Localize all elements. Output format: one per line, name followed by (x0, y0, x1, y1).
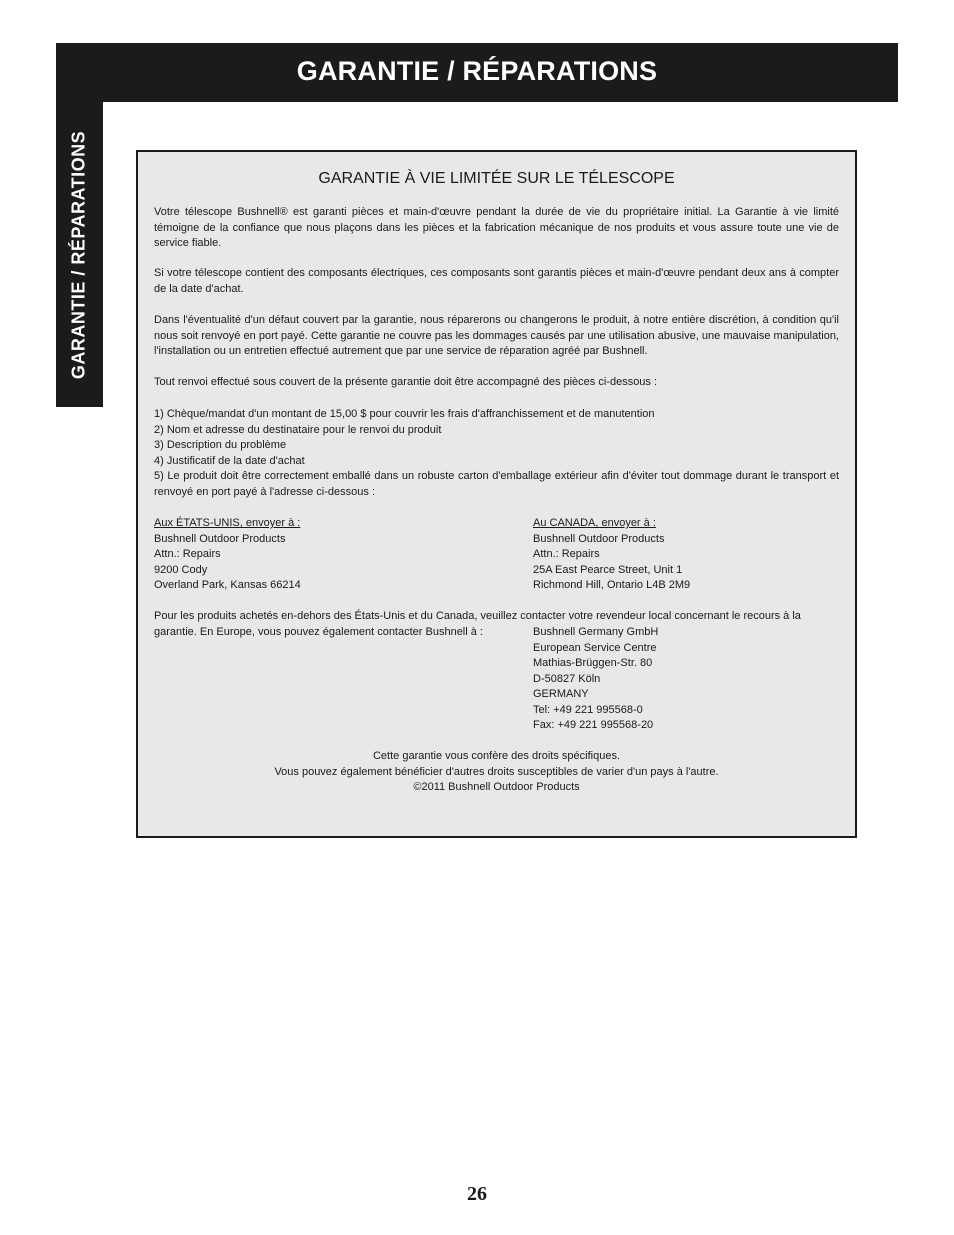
address-line: Richmond Hill, Ontario L4B 2M9 (533, 579, 691, 591)
header-bar (56, 43, 898, 102)
page-number: 26 (467, 1183, 487, 1205)
list-item: 2) Nom et adresse du destinataire pour le renvoi du produit (154, 423, 442, 436)
address-line: Mathias-Brüggen-Str. 80 (533, 657, 653, 669)
paragraph-return: Tout renvoi effectué sous couvert de la présente garantie doit être accompagné des pièces ci-dessous : (154, 376, 658, 388)
list-item: 5) Le produit doit être correctement emballé dans un robuste carton d'emballage extérieur afin d'éviter tout dommage durant le transport et renvoyé en port payé à l'adresse ci-dessous : (154, 470, 839, 498)
address-line: Bushnell Outdoor Products (533, 532, 665, 545)
address-line: D-50827 Köln (533, 672, 601, 685)
paragraph-electrical: Si votre télescope contient des composants électriques, ces composants sont garantis pièces et main-d'œuvre pendant deux ans à compter de la date d'achat. (154, 267, 839, 295)
phone-line: Tel: +49 221 995568-0 (533, 703, 643, 716)
warranty-panel (136, 150, 857, 838)
list-item: 1) Chèque/mandat d'un montant de 15,00 $ pour couvrir les frais d'affranchissement et de manutention (154, 408, 655, 420)
copyright-line: ©2011 Bushnell Outdoor Products (413, 781, 580, 793)
address-line: Bushnell Germany GmbH (533, 626, 659, 638)
section-side-tab (56, 102, 103, 407)
address-line: Bushnell Outdoor Products (154, 532, 286, 545)
europe-address (533, 625, 658, 734)
list-item: 3) Description du problème (154, 439, 287, 451)
address-line: Attn.: Repairs (533, 548, 600, 560)
international-line-2: garantie. En Europe, vous pouvez également contacter Bushnell à : (154, 626, 483, 638)
page-title: GARANTIE / RÉPARATIONS (296, 56, 658, 86)
rights-line: Vous pouvez également bénéficier d'autres droits susceptibles de varier d'un pays à l'autre. (274, 765, 719, 778)
address-line: European Service Centre (533, 641, 657, 654)
paragraph-defect: Dans l'éventualité d'un défaut couvert par la garantie, nous réparerons ou changerons le produit, à notre entière discrétion, à condition qu'il nous soit renvoyé en port payé. Cette garantie ne couvre pas les dommages causés par une utilisation abusive, une mauvaise manipulation, l'installation ou un entretien effectué autrement que par une service de réparation agréé par Bushnell. (154, 314, 839, 357)
canada-address-heading: Au CANADA, envoyer à : (533, 517, 656, 529)
rights-line: Cette garantie vous confère des droits spécifiques. (372, 750, 621, 762)
panel-title: GARANTIE À VIE LIMITÉE SUR LE TÉLESCOPE (318, 170, 675, 187)
rights-note (154, 749, 839, 796)
fax-line: Fax: +49 221 995568-20 (533, 719, 654, 731)
address-line: GERMANY (533, 688, 589, 700)
list-item: 4) Justificatif de la date d'achat (154, 454, 305, 467)
address-line: Overland Park, Kansas 66214 (154, 579, 301, 591)
address-line: Attn.: Repairs (154, 548, 221, 560)
us-address (154, 516, 301, 594)
canada-address (533, 516, 690, 594)
address-line: 25A East Pearce Street, Unit 1 (533, 563, 683, 576)
paragraph-lifetime: Votre télescope Bushnell® est garanti pièces et main-d'œuvre pendant la durée de vie du propriétaire initial. La Garantie à vie limité témoigne de la confiance que nous plaçons dans les pièces et la fabrication mécanique de nos produits et vous assure toute une vie de service fiable. (154, 206, 839, 249)
international-line-1: Pour les produits achetés en-dehors des États-Unis et du Canada, veuillez contacter votre revendeur local concernant le recours à la (154, 610, 801, 622)
return-requirements-list (154, 407, 839, 500)
side-tab-label: GARANTIE / RÉPARATIONS (68, 130, 89, 380)
address-line: 9200 Cody (154, 563, 208, 576)
us-address-heading: Aux ÉTATS-UNIS, envoyer à : (154, 517, 301, 529)
